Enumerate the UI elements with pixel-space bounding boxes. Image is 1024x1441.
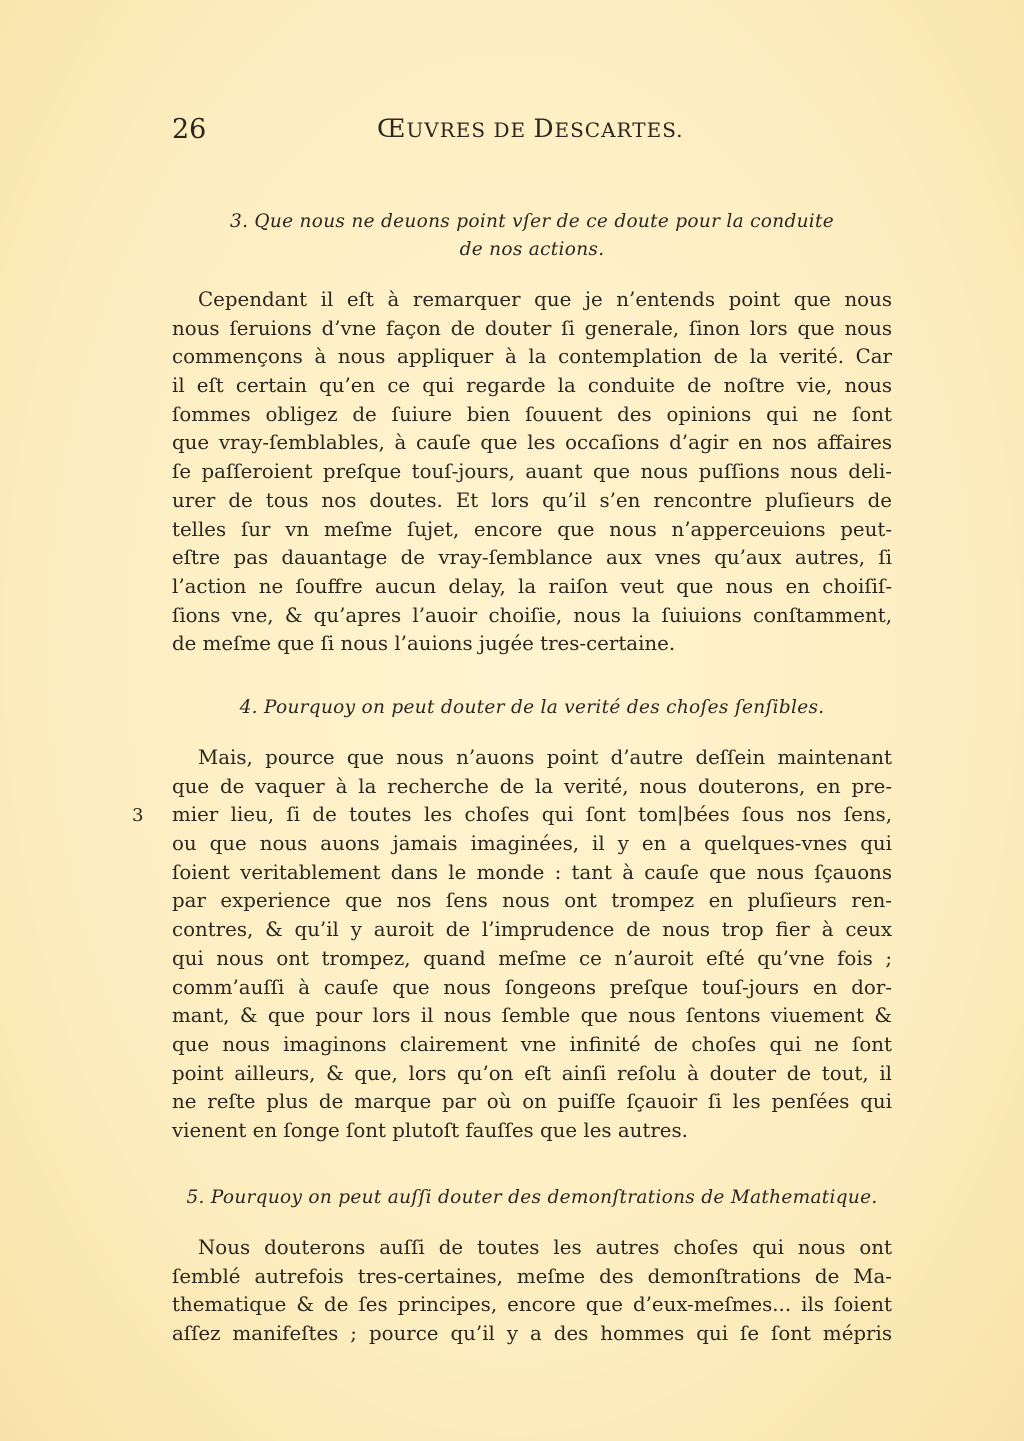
heading-line: 4. Pourquoy on peut douter de la verité des choſes ſenſibles. bbox=[239, 697, 825, 718]
text-line: vienent en ſonge ſont plutoſt fauſſes que les autres. bbox=[172, 1118, 688, 1142]
text-line: mier lieu, ſi de toutes les choſes qui ſont tom|bées ſous nos ſens, bbox=[172, 803, 892, 827]
page-header bbox=[172, 114, 892, 154]
section-heading-3 bbox=[172, 208, 892, 264]
text-line: telles ſur vn meſme ſujet, encore que nous n’apperceuions peut- bbox=[172, 517, 892, 541]
text-line: que de vaquer à la recherche de la verité, nous douterons, en pre- bbox=[172, 774, 892, 798]
text-line: thematique & de ſes principes, encore que d’eux-meſmes... ils ſoient bbox=[172, 1293, 892, 1317]
heading-line: de nos actions. bbox=[459, 239, 605, 260]
text-line: eſtre pas dauantage de vray-ſemblance aux vnes qu’aux autres, ſi bbox=[172, 546, 892, 570]
text-line: qui nous ont trompez, quand meſme ce n’auroit eſté qu’vne fois ; bbox=[172, 946, 892, 970]
text-line: Cependant il eſt à remarquer que je n’entends point que nous bbox=[198, 288, 892, 311]
running-title: ŒUVRES DE DESCARTES. bbox=[377, 114, 684, 143]
heading-line: 5. Pourquoy on peut auſſi douter des demonſtrations de Mathematique. bbox=[186, 1187, 878, 1208]
text-line: aſſez manifeſtes ; pource qu’il y a des hommes qui ſe ſont mépris bbox=[172, 1322, 892, 1346]
paragraph-section-4 bbox=[172, 744, 892, 1146]
text-line: commençons à nous appliquer à la contemplation de la verité. Car bbox=[172, 345, 892, 369]
text-line: que nous imaginons clairement vne infinité de choſes qui ne ſont bbox=[172, 1032, 892, 1056]
paragraph-section-3 bbox=[172, 286, 892, 659]
text-line: ſe paſſeroient preſque touſ-jours, auant que nous puſſions nous deli- bbox=[172, 460, 892, 484]
text-line: de meſme que ſi nous l’auions jugée tres-certaine. bbox=[172, 632, 676, 656]
text-line: ou que nous auons jamais imaginées, il y en a quelques-vnes qui bbox=[172, 832, 892, 856]
section-heading-5 bbox=[172, 1184, 892, 1212]
text-line: ſommes obligez de ſuiure bien ſouuent des opinions qui ne ſont bbox=[172, 402, 892, 426]
text-line: ſions vne, & qu’apres l’auoir choiſie, nous la ſuiuions conſtamment, bbox=[172, 603, 892, 627]
text-line: contres, & qu’il y auroit de l’imprudence de nous trop fier à ceux bbox=[172, 918, 892, 942]
text-line: ne reſte plus de marque par où on puiſſe ſçauoir ſi les penſées qui bbox=[172, 1090, 892, 1114]
paragraph-section-5 bbox=[172, 1234, 892, 1349]
text-line: l’action ne ſouffre aucun delay, la raiſon veut que nous en choiſiſ- bbox=[172, 574, 892, 598]
text-line: point ailleurs, & que, lors qu’on eſt ainſi reſolu à douter de tout, il bbox=[172, 1061, 892, 1085]
text-line: Nous douterons auſſi de toutes les autres choſes qui nous ont bbox=[198, 1236, 892, 1259]
text-line: urer de tous nos doutes. Et lors qu’il s’en rencontre pluſieurs de bbox=[172, 488, 892, 512]
text-line: mant, & que pour lors il nous ſemble que nous ſentons viuement & bbox=[172, 1004, 892, 1028]
page-number: 26 bbox=[172, 114, 207, 145]
heading-line: 3. Que nous ne deuons point vſer de ce doute pour la conduite bbox=[230, 211, 834, 232]
text-line: Mais, pource que nous n’auons point d’autre deſſein maintenant bbox=[198, 746, 892, 769]
margin-note: 3 bbox=[132, 805, 144, 826]
text-line: nous ſeruions d’vne façon de douter ſi generale, ſinon lors que nous bbox=[172, 316, 892, 340]
text-line: il eſt certain qu’en ce qui regarde la conduite de noſtre vie, nous bbox=[172, 374, 892, 398]
text-line: ſoient veritablement dans le monde : tant à cauſe que nous ſçauons bbox=[172, 860, 892, 884]
section-heading-4 bbox=[172, 694, 892, 722]
text-line: ſemblé autrefois tres-certaines, meſme des demonſtrations de Ma- bbox=[172, 1264, 892, 1288]
text-line: comm’auſſi à cauſe que nous ſongeons preſque touſ-jours en dor- bbox=[172, 975, 892, 999]
text-line: que vray-ſemblables, à cauſe que les occaſions d’agir en nos affaires bbox=[172, 431, 892, 455]
text-line: par experience que nos ſens nous ont trompez en pluſieurs ren- bbox=[172, 889, 892, 913]
